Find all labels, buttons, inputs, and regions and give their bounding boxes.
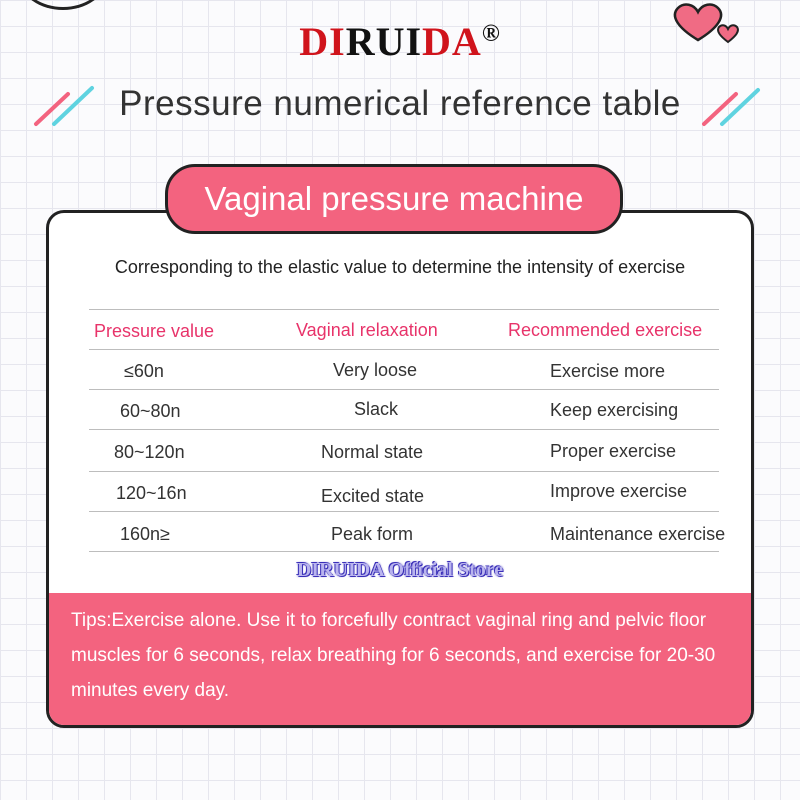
table-cell: Keep exercising: [550, 400, 679, 420]
table-cell: Slack: [354, 399, 399, 419]
corner-decoration: [20, 0, 106, 10]
table-cell: Peak form: [331, 524, 414, 544]
table-cell: Excited state: [321, 486, 425, 506]
table-cell: Proper exercise: [550, 441, 677, 461]
card-subtitle: Corresponding to the elastic value to determine the intensity of exercise: [114, 257, 686, 277]
reference-card: [46, 210, 754, 728]
table-cell: Improve exercise: [550, 481, 688, 501]
table-cell: ≤60n: [124, 361, 164, 381]
table-cell: 80~120n: [114, 442, 185, 462]
table-divider: [89, 511, 719, 512]
table-divider: [89, 551, 719, 552]
table-cell: Exercise more: [550, 361, 666, 381]
page-title: Pressure numerical reference table: [119, 84, 681, 123]
table-cell: 120~16n: [116, 483, 187, 503]
store-watermark: DIRUIDA Official Store: [296, 559, 504, 581]
table-header: Recommended exercise: [508, 320, 703, 340]
table-cell: Normal state: [321, 442, 424, 462]
table-cell: Maintenance exercise: [550, 524, 726, 544]
slash-decor-icon: [700, 84, 770, 128]
table-header: Vaginal relaxation: [296, 320, 438, 340]
brand-logo: DIRUIDA®: [299, 19, 501, 64]
table-header: Pressure value: [94, 321, 215, 341]
table-divider: [89, 471, 719, 472]
table-cell: 60~80n: [120, 401, 181, 421]
table-divider: [89, 349, 719, 350]
table-divider: [89, 389, 719, 390]
section-pill-label: Vaginal pressure machine: [165, 164, 623, 234]
table-cell: Very loose: [333, 360, 418, 380]
table-divider: [89, 429, 719, 430]
tips-text: Tips:Exercise alone. Use it to forcefully contract vaginal ring and pelvic floor muscles for 6 seconds, relax breathing for 6 seconds, and exercise for 20-30 minutes every day.: [49, 593, 751, 725]
table-cell: 160n≥: [120, 524, 170, 544]
table-divider: [89, 309, 719, 310]
hearts-icon: [668, 0, 748, 50]
